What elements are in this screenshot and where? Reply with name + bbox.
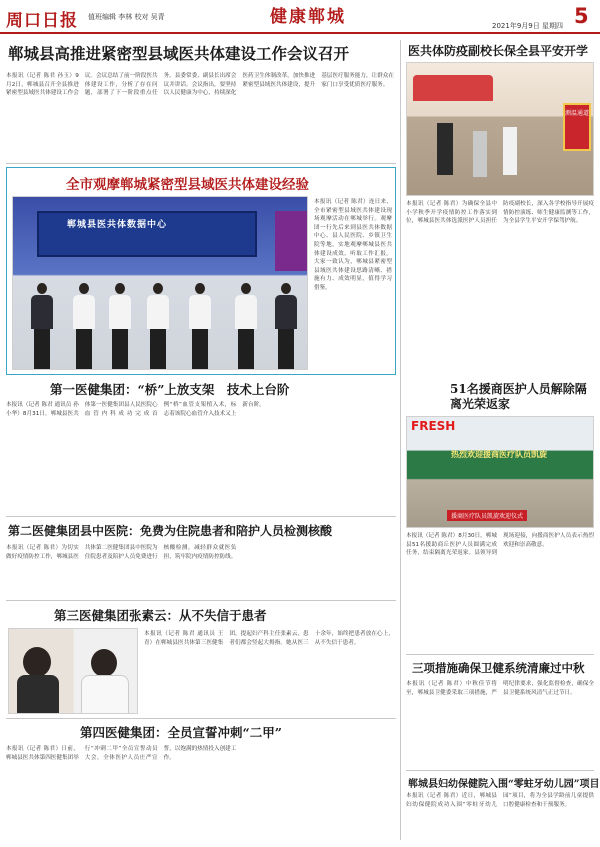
person: [17, 675, 59, 714]
fourth-group-body: 本报讯（记者 陈君）日前，郸城县医共体第四医健集团举行“冲刺二甲”全员宣誓动员大会，全体医护人员庄严宣誓，以饱满的热情投入创建工作。: [6, 746, 237, 761]
masthead: [0, 0, 600, 34]
storefront-sign: FRESH: [411, 419, 456, 433]
divider: [6, 163, 396, 164]
page-number: 5: [574, 4, 589, 28]
return-headline: 51名援商医护人员解除隔离光荣返家: [450, 382, 587, 411]
return-body: 本报讯（记者 陈君）8月30日，郸城县51名援助商丘医护人员圆满完成任务，结束隔离光荣返家。县领导到现场迎接，向援商医护人员表示热烈欢迎和崇高敬意。: [406, 533, 594, 557]
test-photo: [8, 628, 138, 714]
issue-date: 2021年9月9日 星期四: [492, 22, 563, 30]
screen-caption: 郸城县医共体数据中心: [67, 220, 168, 230]
return-group-photo: [406, 416, 594, 528]
free-test-headline: 第二医健集团县中医院：免费为住院患者和陪护人员检测核酸: [8, 524, 333, 538]
side-screen: [275, 211, 308, 271]
lead-body: 本报讯（记者 陈君 孙玉）9月2日，郸城县召开全县推进紧密型县域医共体建设工作会议。会议总结了前一阶段医共体建设工作，分析了存在问题，部署了下一阶段重点任务。县委常委、副县长出席会议并讲话。会议指出，要坚持以人民健康为中心，持续深化医药卫生体制改革，加快推进紧密型县域医共体建设，提升基层医疗服务能力，让群众在家门口享受优质医疗服务。: [6, 73, 394, 97]
person: [189, 283, 211, 369]
section-title: 健康郸城: [270, 7, 346, 27]
third-group-headline: 第三医健集团张素云：从不失信于患者: [54, 608, 267, 623]
person: [275, 283, 297, 369]
system-headline: 三项措施确保卫健系统清廉过中秋: [412, 661, 585, 675]
person: [81, 675, 129, 714]
divider: [406, 654, 594, 655]
observe-body: 本报讯（记者 陈君）连日来，全市紧密型县域医共体建设现场观摩活动在郸城举行。观摩团一行先后来到县医共体数据中心、县人民医院、乡镇卫生院等地，实地观摩郸城县医共体建设成效，听取工作汇报。大家一致认为，郸城县紧密型县域医共体建设思路清晰、措施有力、成效明显，值得学习借鉴。: [314, 199, 392, 291]
school-headline: 医共体防疫副校长保全县平安开学: [408, 44, 589, 58]
bridge-headline: 第一医健集团：“桥”上放支架 技术上台阶: [50, 382, 290, 397]
school-gate-photo: [406, 62, 594, 196]
fourth-group-headline: 第四医健集团：全员宣誓冲刺“二甲”: [80, 725, 282, 740]
return-headline-line1: [450, 382, 590, 412]
newspaper-logo: 周口日报: [6, 11, 78, 31]
conference-photo: [12, 196, 308, 370]
person: [437, 123, 453, 175]
third-group-body: 本报讯（记者 陈君 通讯员 王青）在郸城县医共体第三医健集团，提起妇产科主任张素云，患者们都会竖起大拇指。她从医三十余年，始终把患者放在心上，从不失信于患者。: [144, 631, 394, 646]
kinder-body: 本报讯（记者 陈君）近日，郸城县妇幼保健院成功入围“零蛀牙幼儿园”项目，将为全县学龄前儿童提供口腔健康检查和干预服务。: [406, 793, 594, 808]
person: [23, 647, 51, 677]
editor-info: 值班编辑 李林 校对 吴青: [88, 13, 165, 21]
lead-headline: 郸城县高推进紧密型县域医共体建设工作会议召开: [8, 44, 350, 63]
bridge-body: 本报讯（记者 陈君 通讯员 孙小华）8月31日，郸城县医共体第一医健集团县人民医院心血管内科成功完成首例“桥”血管支架植入术，标志着该院心血管介入技术又上新台阶。: [6, 402, 265, 417]
column-divider: [400, 40, 401, 840]
red-tent: [413, 75, 493, 101]
system-body: 本报讯（记者 陈君）中秋佳节将至，郸城县卫健委采取三项措施，严明纪律要求，强化监督检查，确保全县卫健系统风清气正过节日。: [406, 681, 594, 696]
kinder-headline: 郸城县妇幼保健院入围“零蛀牙幼儿园”项目: [408, 779, 600, 790]
checkpoint-sign: 测温通道: [563, 103, 591, 151]
divider: [6, 516, 396, 517]
school-body: 本报讯（记者 陈君）为确保全县中小学秋季开学疫情防控工作落实到位，郸城县医共体选派医护人员担任防疫副校长，深入各学校指导开展疫情防控演练、师生健康监测等工作，为全县学生平安开学保驾护航。: [406, 201, 594, 225]
divider: [6, 718, 396, 719]
person: [503, 127, 517, 175]
person: [147, 283, 169, 369]
divider: [6, 600, 396, 601]
person: [235, 283, 257, 369]
person: [31, 283, 53, 369]
observe-headline: 全市观摩郸城紧密型县域医共体建设经验: [66, 177, 309, 193]
free-test-body: 本报讯（记者 陈君）为切实做好疫情防控工作，郸城县医共体第二医健集团县中医院为住院患者及陪护人员免费进行核酸检测，减轻群众就医负担，筑牢院内疫情防控防线。: [6, 545, 237, 560]
divider: [406, 770, 594, 771]
person: [473, 131, 487, 177]
person: [109, 283, 131, 369]
person: [91, 649, 117, 677]
person: [73, 283, 95, 369]
welcome-banner: 热烈欢迎援商医疗队员凯旋: [451, 450, 547, 459]
photo-caption: 援商医疗队员凯旋欢迎仪式: [447, 510, 527, 521]
